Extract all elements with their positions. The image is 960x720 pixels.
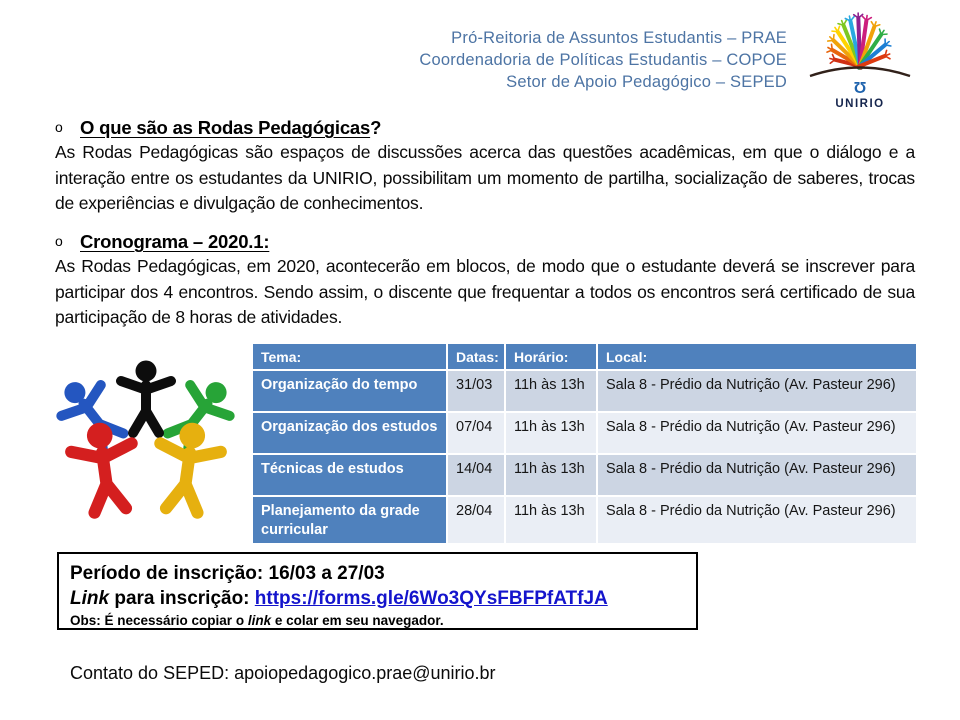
link-label: para inscrição: [109,588,255,609]
col-header-datas: Datas: [448,344,504,369]
unirio-logo [800,10,920,110]
table-cell-tema: Organização dos estudos [253,413,446,453]
link-word: Link [70,588,110,609]
section-title-suffix: ? [370,117,382,138]
table-cell-local: Sala 8 - Prédio da Nutrição (Av. Pasteur 296) [598,497,916,543]
section-title-rodas [55,117,915,139]
institution-header [419,27,787,93]
unirio-symbol-icon: Ʊ [853,80,867,97]
col-header-horario: Horário: [506,344,596,369]
header-line-copoe: Coordenadoria de Políticas Estudantis – COPOE [419,51,787,69]
unirio-logo-text: UNIRIO [835,98,885,110]
table-cell-horario: 11h às 13h [506,413,596,453]
obs-suffix: e colar em seu navegador. [271,613,444,628]
section-title-cronograma [55,231,915,253]
header-line-seped: Setor de Apoio Pedagógico – SEPED [506,73,787,91]
col-header-tema: Tema: [253,344,446,369]
contact-line: Contato do SEPED: apoiopedagogico.prae@unirio.br [70,663,496,683]
bullet-marker: o [55,119,63,135]
bullet-marker: o [55,233,63,249]
raised-hands-icon [826,13,892,71]
table-cell-tema: Técnicas de estudos [253,455,446,495]
table-cell-tema: Planejamento da grade curricular [253,497,446,543]
inscription-link-line [70,588,685,610]
table-cell-horario: 11h às 13h [506,371,596,411]
people-circle-illustration [44,360,249,537]
table-cell-data: 28/04 [448,497,504,543]
col-header-local: Local: [598,344,916,369]
table-cell-local: Sala 8 - Prédio da Nutrição (Av. Pasteur 296) [598,455,916,495]
table-cell-data: 31/03 [448,371,504,411]
table-cell-horario: 11h às 13h [506,455,596,495]
table-cell-local: Sala 8 - Prédio da Nutrição (Av. Pasteur 296) [598,413,916,453]
inscription-obs [70,613,685,628]
section-title-text: Cronograma – 2020.1: [80,231,270,252]
section-title-text: O que são as Rodas Pedagógicas [80,117,371,138]
table-cell-tema: Organização do tempo [253,371,446,411]
table-cell-data: 14/04 [448,455,504,495]
person-black [121,361,171,434]
obs-prefix: Obs: É necessário copiar o [70,613,248,628]
inscription-box [57,552,698,630]
inscription-link[interactable]: https://forms.gle/6Wo3QYsFBFPfATfJA [254,588,608,609]
section-body-cronograma: As Rodas Pedagógicas, em 2020, acontecerão em blocos, de modo que o estudante deverá se inscrever para participar dos 4 encontros. Sendo assim, o discente que frequentar a todos os encontros será certificado de sua participação de 8 horas de atividades. [55,256,915,327]
table-cell-horario: 11h às 13h [506,497,596,543]
schedule-table [253,344,918,543]
section-body-rodas: As Rodas Pedagógicas são espaços de discussões acerca das questões acadêmicas, em que o diálogo e a interação entre os estudantes da UNIRIO, possibilitam um momento de partilha, socialização de saberes, trocas de experiências e divulgação de conhecimentos. [55,142,915,213]
table-cell-data: 07/04 [448,413,504,453]
table-cell-local: Sala 8 - Prédio da Nutrição (Av. Pasteur 296) [598,371,916,411]
obs-link-word: link [247,613,272,628]
inscription-period: Período de inscrição: 16/03 a 27/03 [70,563,385,584]
header-line-prae: Pró-Reitoria de Assuntos Estudantis – PRAE [451,29,787,47]
